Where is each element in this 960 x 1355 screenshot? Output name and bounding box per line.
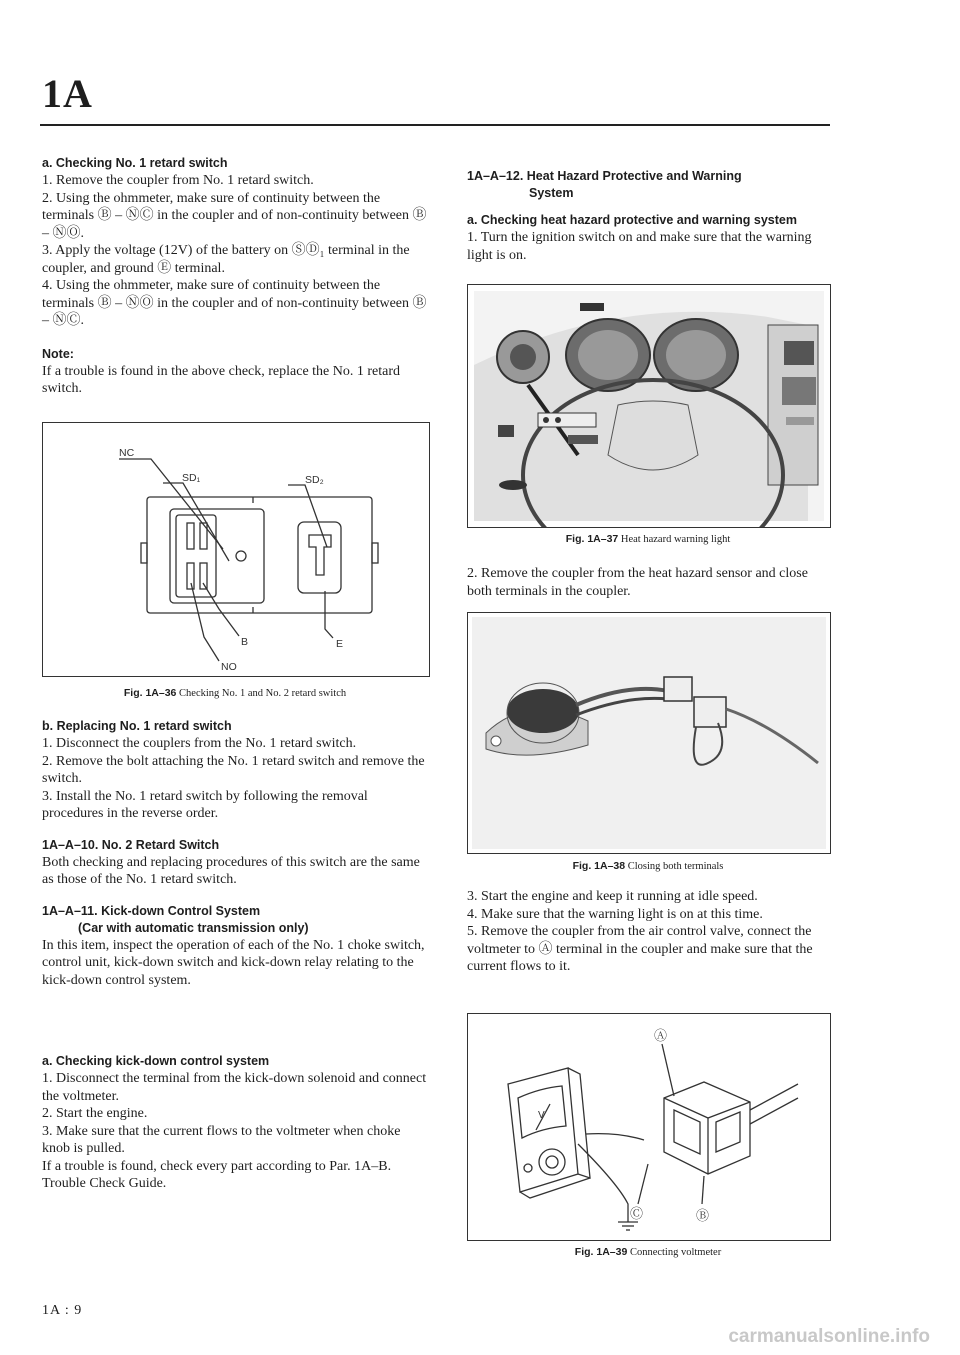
label-nc: NC: [119, 447, 135, 459]
header-rule: [40, 124, 830, 126]
figure-1a-37: [467, 284, 831, 528]
section-title: 1A–A–12. Heat Hazard Protective and Warning: [467, 169, 742, 183]
note-label: Note:: [42, 346, 74, 361]
figure-1a-36: [42, 422, 430, 677]
step: 1. Disconnect the terminal from the kick-down solenoid and connect the voltmeter.: [42, 1071, 427, 1104]
step: 2. Start the engine.: [42, 1106, 148, 1121]
step: 3. Make sure that the current flows to the voltmeter when choke knob is pulled.: [42, 1123, 401, 1156]
figure-1a-38: [467, 612, 831, 854]
right-column-steps: [467, 888, 832, 976]
figure-caption: [42, 687, 428, 699]
figure-title: Checking No. 1 and No. 2 retard switch: [179, 688, 347, 699]
label-sd1: SD₁: [182, 472, 201, 484]
step: 1. Disconnect the couplers from the No. 1 retard switch.: [42, 736, 357, 751]
step: 3. Apply the voltage (12V) of the battery on ⓈⒹ₁ terminal in the coupler, and ground Ⓔ terminal.: [42, 243, 410, 276]
label-e: E: [336, 638, 344, 650]
subsection-title: a. Checking heat hazard protective and warning system: [467, 213, 797, 227]
figure-title: Heat hazard warning light: [620, 534, 731, 545]
section-mark: 1A: [42, 71, 93, 116]
figure-number: Fig. 1A–36: [123, 687, 177, 699]
left-column: [42, 155, 430, 398]
step: 2. Remove the coupler from the heat hazard sensor and close both terminals in the coupler.: [467, 566, 808, 599]
label-b: Ⓑ: [696, 1209, 710, 1224]
section-title-line2: System: [529, 186, 574, 200]
subsection-title: a. Checking No. 1 retard switch: [42, 156, 228, 170]
right-column: [467, 168, 832, 264]
left-column-continued: [42, 718, 430, 1193]
svg-text:V: V: [538, 1110, 545, 1121]
right-column-step2: [467, 565, 832, 600]
paragraph: Both checking and replacing procedures of this switch are the same as those of the No. 1 retard switch.: [42, 854, 420, 887]
page-number: 1A : 9: [42, 1303, 83, 1318]
figure-1a-39: [467, 1013, 831, 1241]
label-sd2: SD₂: [305, 474, 324, 486]
label-c: Ⓒ: [630, 1207, 644, 1222]
subsection-title: a. Checking kick-down control system: [42, 1054, 270, 1068]
figure-number: Fig. 1A–39: [574, 1246, 628, 1258]
step: If a trouble is found, check every part according to Par. 1A–B. Trouble Check Guide.: [42, 1158, 392, 1191]
section-title: 1A–A–10. No. 2 Retard Switch: [42, 837, 220, 852]
note-text: If a trouble is found in the above check, replace the No. 1 retard switch.: [42, 363, 401, 396]
step: 3. Install the No. 1 retard switch by following the removal procedures in the reverse order.: [42, 788, 368, 821]
figure-caption: [467, 860, 829, 872]
step: 5. Remove the coupler from the air control valve, connect the voltmeter to Ⓐ terminal in the coupler and make sure that the current flows to it.: [467, 924, 813, 974]
step: 1. Remove the coupler from No. 1 retard switch.: [42, 173, 314, 188]
watermark: carmanualsonline.info: [728, 1326, 930, 1347]
figure-number: Fig. 1A–37: [565, 533, 619, 545]
step: 4. Make sure that the warning light is on at this time.: [467, 906, 763, 922]
step: 1. Turn the ignition switch on and make sure that the warning light is on.: [467, 230, 812, 263]
figure-title: Closing both terminals: [627, 861, 724, 872]
figure-caption: [467, 533, 829, 545]
step: 2. Remove the bolt attaching the No. 1 retard switch and remove the switch.: [42, 753, 425, 786]
step: 2. Using the ohmmeter, make sure of continuity between the terminals Ⓑ – ⓃⒸ in the coupler and of non-continuity between Ⓑ – ⓃⓄ.: [42, 190, 427, 241]
paragraph: In this item, inspect the operation of each of the No. 1 choke switch, control unit, kick-down switch and kick-down relay relating to the kick-down control system.: [42, 937, 425, 988]
sensor-photo: [468, 613, 830, 853]
section-subtitle: (Car with automatic transmission only): [78, 920, 309, 935]
section-title: 1A–A–11. Kick-down Control System: [42, 903, 261, 918]
label-no: NO: [221, 661, 237, 673]
figure-caption: [467, 1246, 829, 1258]
label-b: B: [241, 636, 249, 648]
retard-switch-diagram: [43, 423, 429, 676]
dashboard-photo: [468, 285, 830, 527]
subsection-title: b. Replacing No. 1 retard switch: [42, 719, 232, 733]
step: 4. Using the ohmmeter, make sure of continuity between the terminals Ⓑ – ⓃⓄ in the coupler and of non-continuity between Ⓑ – ⓃⒸ.: [42, 278, 427, 328]
voltmeter-diagram: [468, 1014, 830, 1240]
figure-number: Fig. 1A–38: [572, 860, 626, 872]
figure-title: Connecting voltmeter: [629, 1247, 722, 1258]
step: 3. Start the engine and keep it running at idle speed.: [467, 889, 758, 904]
label-a: Ⓐ: [654, 1029, 668, 1044]
